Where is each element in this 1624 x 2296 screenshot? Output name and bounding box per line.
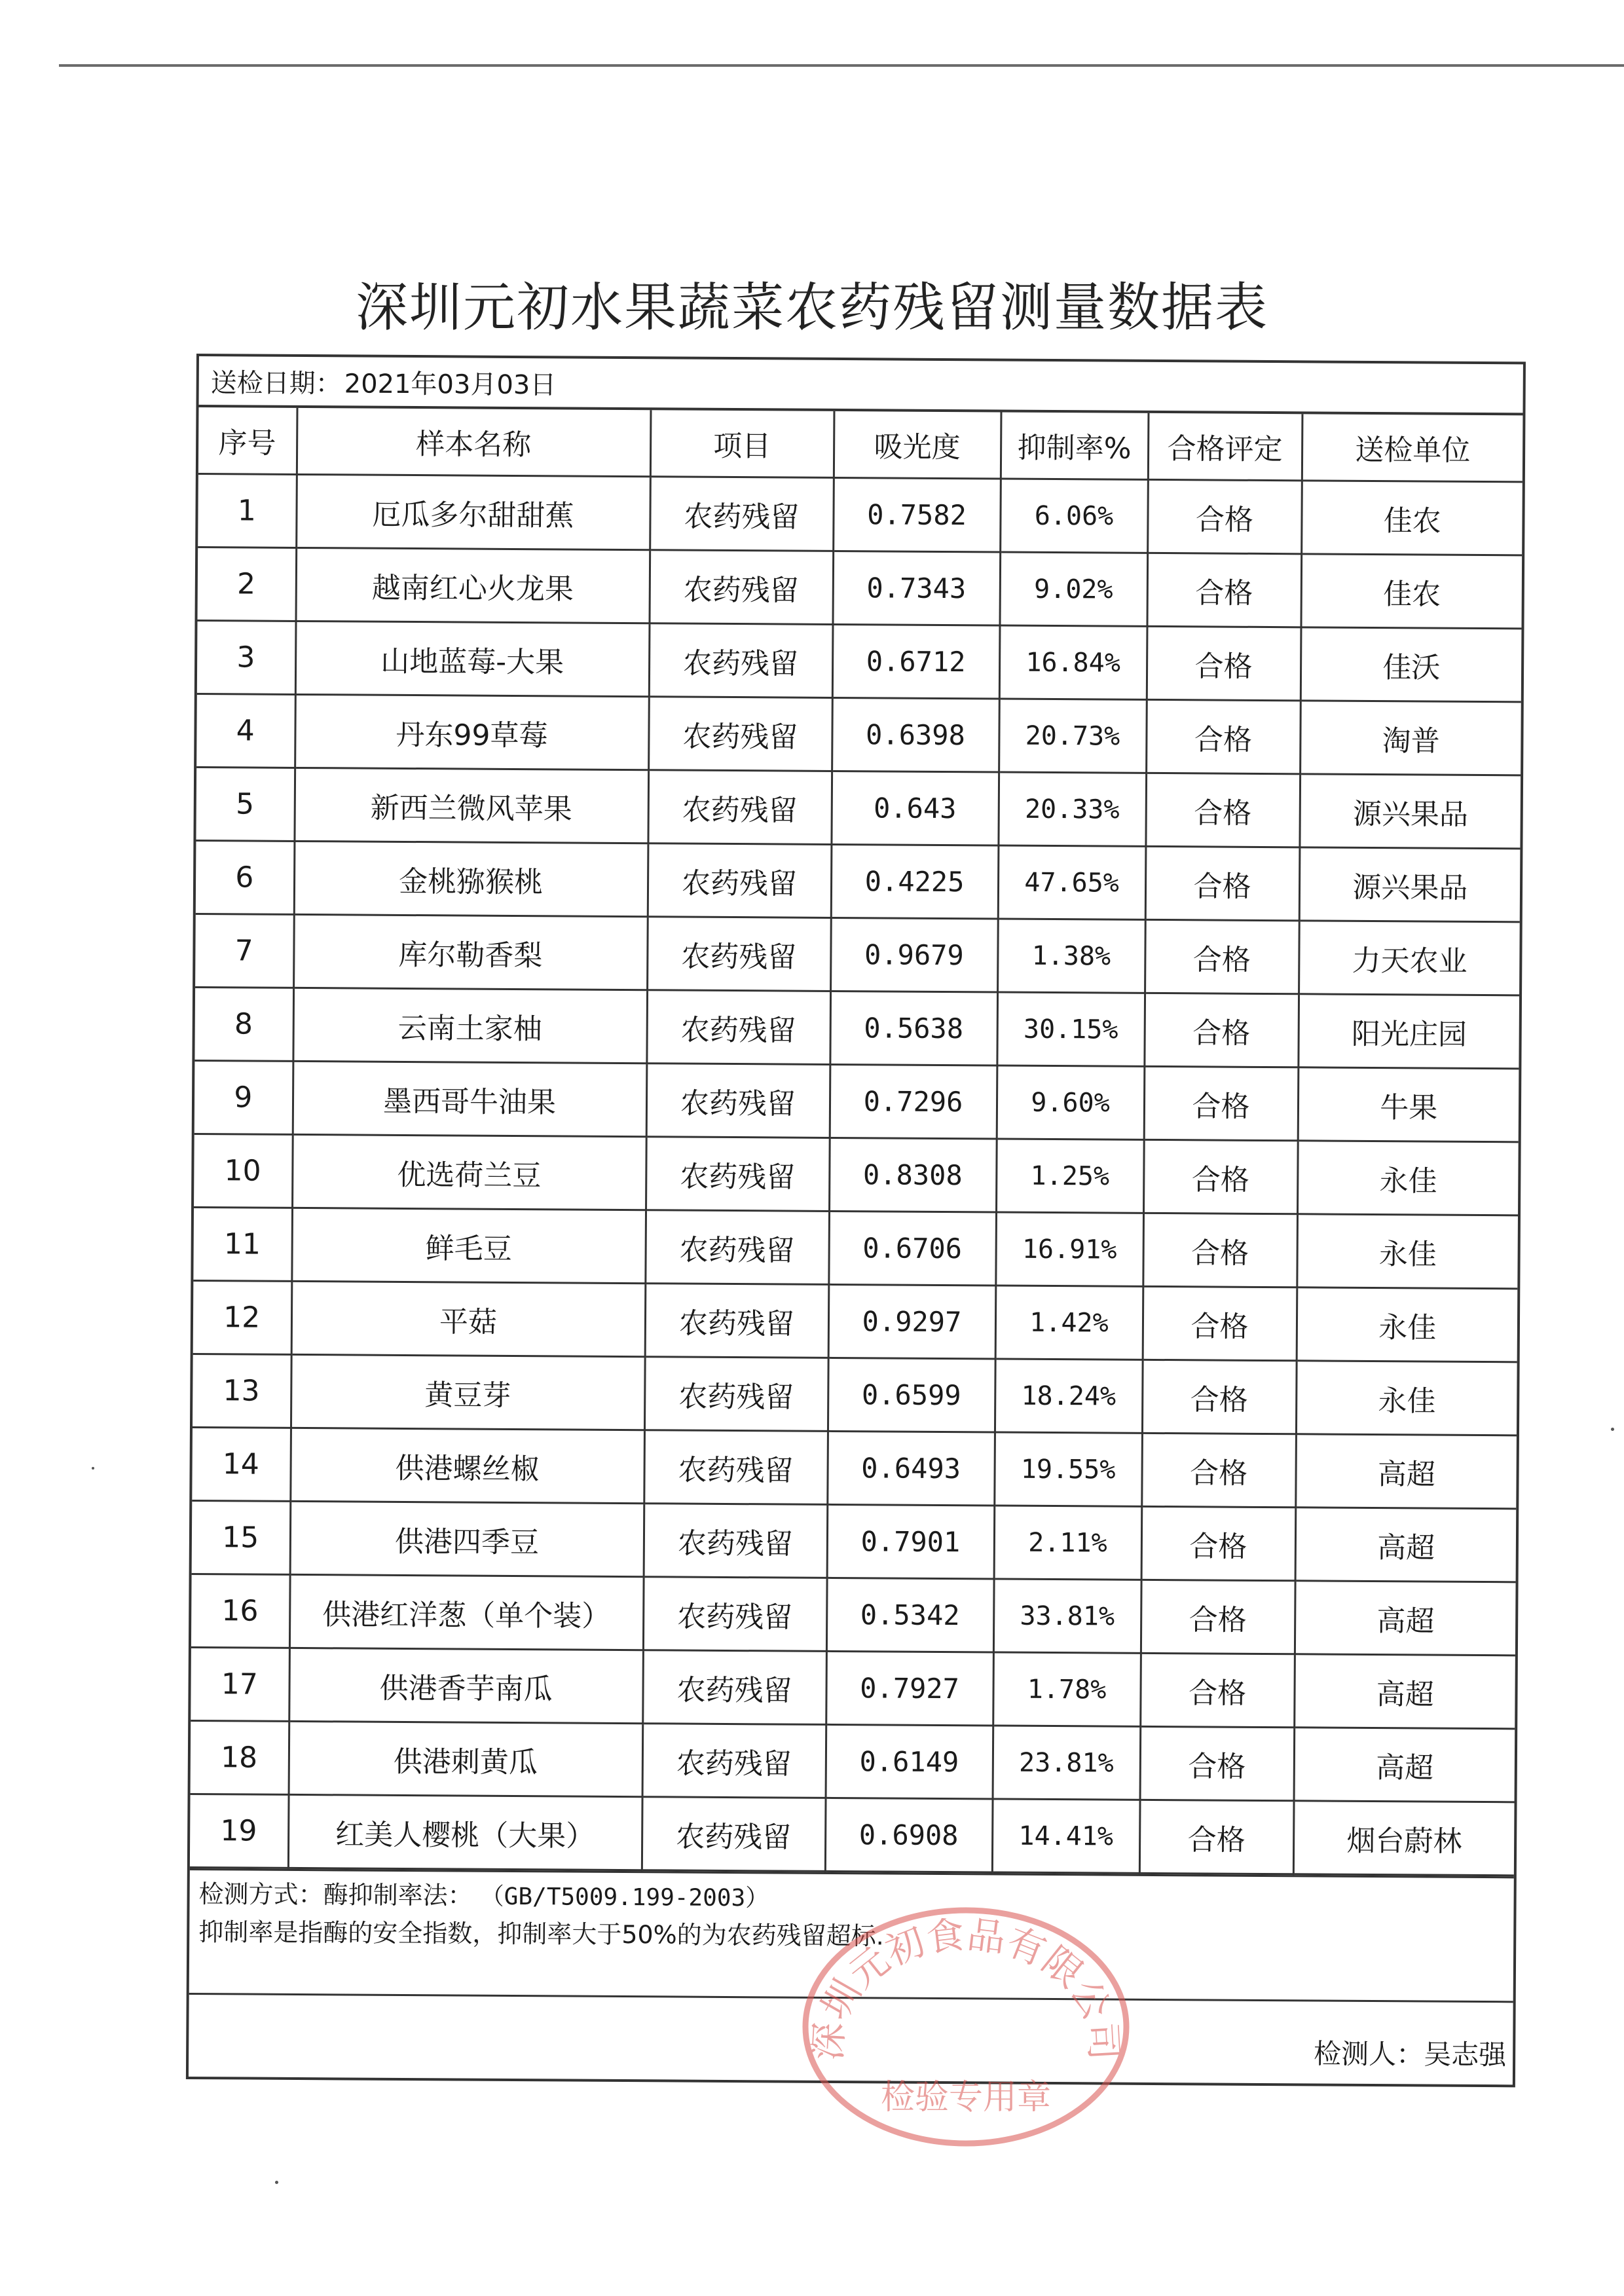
table-row <box>197 621 1522 702</box>
method-label: 检测方式： <box>198 1879 323 1910</box>
table-row <box>198 474 1522 555</box>
submitter: 永佳 <box>1297 1287 1518 1362</box>
assessment: 合格 <box>1140 1653 1295 1727</box>
test-item: 农药残留 <box>642 1797 826 1872</box>
submit-date-row <box>198 356 1522 415</box>
absorbance: 0.4225 <box>831 844 999 919</box>
absorbance: 0.9679 <box>830 917 998 992</box>
table-row <box>190 1794 1515 1875</box>
inhibition-rate: 2.11% <box>994 1506 1142 1580</box>
assessment: 合格 <box>1143 1139 1298 1213</box>
test-item: 农药残留 <box>644 1430 828 1505</box>
sample-name: 供港红洋葱（单个装） <box>289 1574 644 1650</box>
sample-name: 墨西哥牛油果 <box>293 1061 647 1136</box>
assessment: 合格 <box>1145 773 1300 847</box>
submitter: 高超 <box>1295 1434 1517 1509</box>
inhibition-rate: 19.55% <box>994 1432 1142 1506</box>
test-item: 农药残留 <box>645 1284 829 1358</box>
absorbance: 0.6908 <box>825 1798 993 1872</box>
submitter: 佳农 <box>1301 481 1522 555</box>
table-row <box>191 1720 1515 1802</box>
sample-name: 山地蓝莓-大果 <box>295 621 650 696</box>
inhibition-rate: 23.81% <box>993 1726 1141 1800</box>
inhibition-rate: 1.25% <box>996 1139 1144 1213</box>
assessment: 合格 <box>1145 919 1299 993</box>
inhibition-rate: 1.78% <box>993 1652 1141 1726</box>
row-index: 14 <box>192 1427 291 1501</box>
absorbance: 0.6493 <box>827 1431 995 1506</box>
header-sample-name: 样本名称 <box>297 408 651 477</box>
test-item: 农药残留 <box>648 770 832 845</box>
assessment: 合格 <box>1141 1580 1295 1654</box>
row-index: 18 <box>191 1720 289 1794</box>
absorbance: 0.7582 <box>833 477 1001 552</box>
table-row <box>195 914 1520 995</box>
table-row <box>193 1354 1517 1435</box>
sample-name: 供港香芋南瓜 <box>289 1648 643 1723</box>
submit-date-label: 送检日期： <box>210 367 342 399</box>
sample-name: 黄豆芽 <box>291 1354 645 1430</box>
assessment: 合格 <box>1141 1506 1296 1580</box>
test-item: 农药残留 <box>646 1064 830 1138</box>
table-row <box>196 768 1521 849</box>
sample-name: 库尔勒香梨 <box>293 914 648 990</box>
assessment: 合格 <box>1140 1726 1295 1800</box>
absorbance: 0.6398 <box>832 697 999 772</box>
table-row <box>196 841 1521 922</box>
row-index: 11 <box>193 1208 292 1282</box>
method-standard: （GB/T5009.199-2003） <box>480 1883 769 1912</box>
test-item: 农药残留 <box>644 1357 828 1432</box>
absorbance: 0.5342 <box>826 1578 994 1652</box>
sample-name: 供港刺黄瓜 <box>289 1721 643 1796</box>
test-item: 农药残留 <box>649 623 833 698</box>
test-item: 农药残留 <box>643 1577 827 1652</box>
absorbance: 0.7901 <box>827 1504 995 1579</box>
assessment: 合格 <box>1145 846 1300 920</box>
absorbance: 0.7343 <box>832 551 1000 625</box>
sample-name: 厄瓜多尔甜甜蕉 <box>296 474 650 549</box>
assessment: 合格 <box>1147 626 1301 700</box>
row-index: 17 <box>191 1647 289 1721</box>
row-index: 19 <box>190 1794 289 1868</box>
scan-speck <box>1611 1428 1614 1431</box>
submitter: 烟台蔚林 <box>1293 1801 1515 1876</box>
table-row <box>194 1061 1519 1142</box>
row-index: 1 <box>198 474 297 548</box>
header-assessment: 合格评定 <box>1148 413 1302 481</box>
top-rule <box>59 64 1624 67</box>
row-index: 7 <box>195 914 294 988</box>
submitter: 永佳 <box>1296 1361 1517 1435</box>
table-row <box>193 1208 1518 1289</box>
submitter: 源兴果品 <box>1299 774 1521 849</box>
inhibition-rate: 9.02% <box>999 552 1147 626</box>
table-row <box>193 1280 1518 1361</box>
assessment: 合格 <box>1143 1213 1297 1287</box>
row-index: 9 <box>194 1061 293 1135</box>
inspector-label: 检测人： <box>1313 2037 1424 2071</box>
row-index: 3 <box>197 621 296 695</box>
inhibition-rate: 1.42% <box>995 1286 1143 1360</box>
explanation-line: 抑制率是指酶的安全指数，抑制率大于50%的为农药残留超标. <box>198 1917 884 1951</box>
absorbance: 0.5638 <box>830 991 997 1065</box>
assessment: 合格 <box>1146 699 1301 773</box>
seal-bottom-text: 检验专用章 <box>880 2078 1052 2117</box>
row-index: 8 <box>194 988 293 1062</box>
submit-date-value: 2021年03月03日 <box>344 368 557 400</box>
table-body <box>190 474 1522 1876</box>
row-index: 6 <box>196 841 295 915</box>
absorbance: 0.6599 <box>828 1358 995 1432</box>
row-index: 4 <box>196 694 295 768</box>
assessment: 合格 <box>1147 553 1301 627</box>
inhibition-rate: 47.65% <box>998 845 1146 919</box>
sample-name: 平菇 <box>291 1281 646 1356</box>
header-inhibition-rate: 抑制率% <box>1001 413 1149 480</box>
inhibition-rate: 9.60% <box>997 1065 1145 1139</box>
test-item: 农药残留 <box>648 843 832 918</box>
inhibition-rate: 20.73% <box>999 699 1147 773</box>
assessment: 合格 <box>1139 1800 1294 1874</box>
absorbance: 0.6712 <box>832 624 1000 699</box>
test-item: 农药残留 <box>644 1504 828 1578</box>
table-header-row <box>198 407 1523 482</box>
header-index: 序号 <box>198 407 297 474</box>
submitter: 永佳 <box>1297 1141 1519 1215</box>
assessment: 合格 <box>1144 1066 1299 1140</box>
scan-speck <box>92 1467 94 1470</box>
table-row <box>198 547 1522 629</box>
inhibition-rate: 14.41% <box>992 1799 1140 1873</box>
inhibition-rate: 33.81% <box>993 1579 1141 1653</box>
submitter: 高超 <box>1295 1581 1516 1656</box>
assessment: 合格 <box>1144 993 1299 1067</box>
sample-name: 越南红心火龙果 <box>296 547 650 623</box>
row-index: 10 <box>194 1134 293 1208</box>
table-row <box>194 1134 1519 1215</box>
inhibition-rate: 1.38% <box>997 919 1145 993</box>
inspector-name: 吴志强 <box>1424 2038 1507 2071</box>
data-sheet <box>186 354 1526 2087</box>
sample-name: 金桃猕猴桃 <box>294 841 648 916</box>
inhibition-rate: 18.24% <box>995 1359 1143 1433</box>
sample-name: 供港四季豆 <box>290 1501 644 1576</box>
sample-name: 丹东99草莓 <box>295 694 649 769</box>
sample-name: 红美人樱桃（大果） <box>288 1794 642 1870</box>
sample-name: 供港螺丝椒 <box>290 1428 644 1503</box>
assessment: 合格 <box>1143 1286 1297 1360</box>
row-index: 5 <box>196 768 295 842</box>
submitter: 高超 <box>1294 1728 1515 1802</box>
table-row <box>192 1427 1517 1508</box>
table-row <box>194 988 1519 1069</box>
header-submitter: 送检单位 <box>1302 414 1523 482</box>
test-item: 农药残留 <box>642 1650 826 1725</box>
test-item: 农药残留 <box>646 990 830 1065</box>
test-item: 农药残留 <box>642 1724 826 1798</box>
submitter: 永佳 <box>1297 1214 1518 1289</box>
scan-speck <box>275 2181 278 2184</box>
header-item: 项目 <box>650 410 834 477</box>
seal-arc-text: 深圳元初食品有限公司 <box>805 1912 1127 2062</box>
inhibition-rate: 16.91% <box>995 1212 1143 1286</box>
table-row <box>192 1500 1517 1582</box>
row-index: 2 <box>198 547 297 621</box>
absorbance: 0.7296 <box>830 1064 997 1139</box>
submitter: 牛果 <box>1298 1067 1519 1142</box>
submitter: 力天农业 <box>1299 921 1520 995</box>
assessment: 合格 <box>1147 479 1302 553</box>
inhibition-rate: 16.84% <box>999 625 1147 699</box>
company-seal <box>796 1893 1136 2148</box>
assessment: 合格 <box>1142 1360 1297 1434</box>
row-index: 16 <box>191 1574 290 1648</box>
assessment: 合格 <box>1141 1433 1296 1507</box>
absorbance: 0.643 <box>831 771 999 845</box>
inhibition-rate: 6.06% <box>1000 479 1148 553</box>
inhibition-rate: 20.33% <box>998 772 1146 846</box>
document-title: 深圳元初水果蔬菜农药残留测量数据表 <box>356 277 1268 338</box>
submitter: 佳沃 <box>1301 627 1522 702</box>
row-index: 12 <box>193 1280 292 1354</box>
test-item: 农药残留 <box>649 550 833 625</box>
submitter: 高超 <box>1295 1508 1517 1582</box>
absorbance: 0.9297 <box>828 1284 996 1359</box>
submitter: 佳农 <box>1301 554 1522 629</box>
inhibition-rate: 30.15% <box>997 992 1145 1066</box>
test-item: 农药残留 <box>645 1210 829 1285</box>
sample-name: 鲜毛豆 <box>291 1208 646 1283</box>
submitter: 淘普 <box>1300 701 1521 775</box>
table-row <box>191 1647 1515 1728</box>
method-name: 酶抑制率法： <box>323 1880 473 1910</box>
row-index: 15 <box>192 1500 291 1574</box>
sample-name: 云南土家柚 <box>293 988 647 1063</box>
header-absorbance: 吸光度 <box>834 411 1001 479</box>
absorbance: 0.7927 <box>826 1651 993 1726</box>
test-item: 农药残留 <box>648 697 832 771</box>
submitter: 阳光庄园 <box>1298 994 1519 1069</box>
test-item: 农药残留 <box>646 1137 830 1212</box>
sample-name: 新西兰微风苹果 <box>294 768 648 843</box>
absorbance: 0.6149 <box>826 1724 993 1799</box>
results-table <box>190 407 1523 1876</box>
submitter: 高超 <box>1294 1654 1515 1729</box>
table-row <box>196 694 1521 775</box>
row-index: 13 <box>193 1354 291 1428</box>
table-row <box>191 1574 1516 1655</box>
absorbance: 0.6706 <box>828 1211 996 1286</box>
sample-name: 优选荷兰豆 <box>292 1134 646 1210</box>
submitter: 源兴果品 <box>1299 847 1521 922</box>
test-item: 农药残留 <box>650 477 834 551</box>
absorbance: 0.8308 <box>829 1138 997 1212</box>
test-item: 农药残留 <box>647 917 831 991</box>
